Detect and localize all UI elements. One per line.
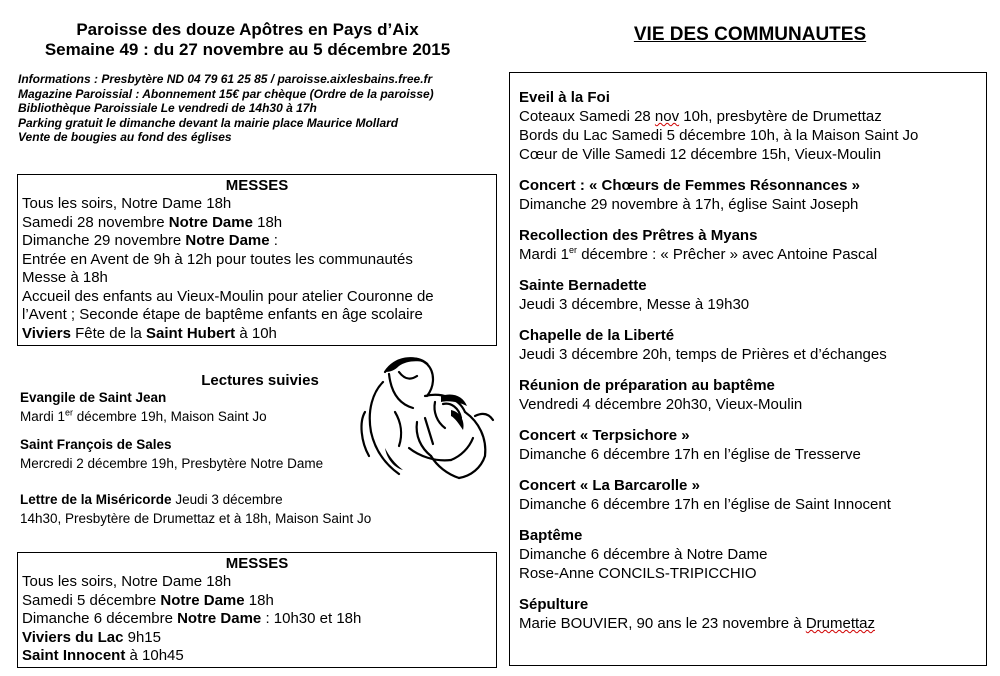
event-detail: Bords du Lac Samedi 5 décembre 10h, à la Maison Saint Jo	[519, 127, 919, 144]
info-block	[18, 72, 434, 145]
event-heading: Sépulture	[519, 596, 589, 613]
lecture-detail: Mardi 1er décembre 19h, Maison Saint Jo	[20, 407, 267, 424]
lecture-heading: Lettre de la Miséricorde Jeudi 3 décembre	[20, 492, 283, 507]
info-line: Bibliothèque Paroissiale Le vendredi de 14h30 à 17h	[18, 101, 317, 115]
embrace-illustration-icon	[355, 352, 500, 482]
event-detail: Cœur de Ville Samedi 12 décembre 15h, Vieux-Moulin	[519, 146, 882, 163]
event-heading: Concert « Terpsichore »	[519, 427, 690, 444]
mass-line: Messe à 18h	[22, 269, 108, 286]
mass-line: Samedi 28 novembre Notre Dame 18h	[22, 213, 283, 231]
event-detail: Jeudi 3 décembre, Messe à 19h30	[519, 296, 750, 313]
mass-line: Viviers Fête de la Saint Hubert à 10h	[22, 324, 277, 342]
communities-box	[509, 72, 987, 666]
event-heading: Recollection des Prêtres à Myans	[519, 227, 758, 244]
event-heading: Réunion de préparation au baptême	[519, 377, 775, 394]
mass-line: l’Avent ; Seconde étape de baptême enfants en âge scolaire	[22, 306, 423, 323]
event-detail: Coteaux Samedi 28 nov 10h, presbytère de Drumettaz	[519, 108, 882, 125]
mass-line: Tous les soirs, Notre Dame 18h	[22, 573, 232, 590]
mass-line: Accueil des enfants au Vieux-Moulin pour atelier Couronne de	[22, 287, 434, 305]
event-detail: Dimanche 6 décembre à Notre Dame	[519, 546, 768, 563]
event-heading: Eveil à la Foi	[519, 89, 610, 106]
info-line: Magazine Paroissial : Abonnement 15€ par chèque (Ordre de la paroisse)	[18, 86, 434, 101]
masses-title: MESSES	[225, 555, 289, 572]
event-heading: Baptême	[519, 527, 583, 544]
week-title: Semaine 49 : du 27 novembre au 5 décembre 2015	[44, 40, 451, 59]
lectures-title: Lectures suivies	[201, 372, 319, 389]
event-detail: Rose-Anne CONCILS-TRIPICCHIO	[519, 565, 757, 582]
event-detail: Vendredi 4 décembre 20h30, Vieux-Moulin	[519, 396, 803, 413]
masses-box-next-week	[17, 552, 497, 668]
mass-line: Dimanche 6 décembre Notre Dame : 10h30 et 18h	[22, 610, 362, 627]
info-line: Parking gratuit le dimanche devant la mairie place Maurice Mollard	[18, 115, 399, 130]
event-detail: Mardi 1er décembre : « Prêcher » avec Antoine Pascal	[519, 245, 878, 263]
masses-title: MESSES	[225, 177, 289, 194]
lecture-detail: 14h30, Presbytère de Drumettaz et à 18h, Maison Saint Jo	[20, 511, 372, 526]
mass-line: Samedi 5 décembre Notre Dame 18h	[22, 591, 274, 609]
event-heading: Concert « La Barcarolle »	[519, 477, 700, 494]
mass-line: Dimanche 29 novembre Notre Dame :	[22, 232, 278, 249]
masses-box-week	[17, 174, 497, 346]
mass-line: Saint Innocent à 10h45	[22, 647, 184, 664]
event-detail: Dimanche 6 décembre 17h en l’église de Saint Innocent	[519, 496, 891, 513]
mass-line: Viviers du Lac 9h15	[22, 628, 161, 646]
event-detail: Dimanche 6 décembre 17h en l’église de Tresserve	[519, 446, 861, 463]
parish-title: Paroisse des douze Apôtres en Pays d’Aix	[76, 20, 419, 39]
event-heading: Chapelle de la Liberté	[519, 327, 675, 344]
info-line: Informations : Presbytère ND 04 79 61 25 85 / paroisse.aixlesbains.free.fr	[18, 72, 433, 86]
lecture-heading: Saint François de Sales	[20, 437, 172, 452]
event-detail: Jeudi 3 décembre 20h, temps de Prières et d’échanges	[519, 346, 887, 363]
event-heading: Sainte Bernadette	[519, 277, 647, 294]
lecture-detail: Mercredi 2 décembre 19h, Presbytère Notre Dame	[20, 456, 324, 471]
mass-line: Tous les soirs, Notre Dame 18h	[22, 195, 232, 212]
event-detail: Dimanche 29 novembre à 17h, église Saint Joseph	[519, 196, 859, 213]
mass-line: Entrée en Avent de 9h à 12h pour toutes les communautés	[22, 250, 413, 268]
info-line: Vente de bougies au fond des églises	[18, 130, 232, 144]
communities-title: VIE DES COMMUNAUTES	[633, 24, 867, 45]
event-detail: Marie BOUVIER, 90 ans le 23 novembre à Drumettaz	[519, 615, 875, 632]
event-heading: Concert : « Chœurs de Femmes Résonnances »	[519, 177, 860, 194]
lecture-heading: Evangile de Saint Jean	[20, 390, 167, 405]
